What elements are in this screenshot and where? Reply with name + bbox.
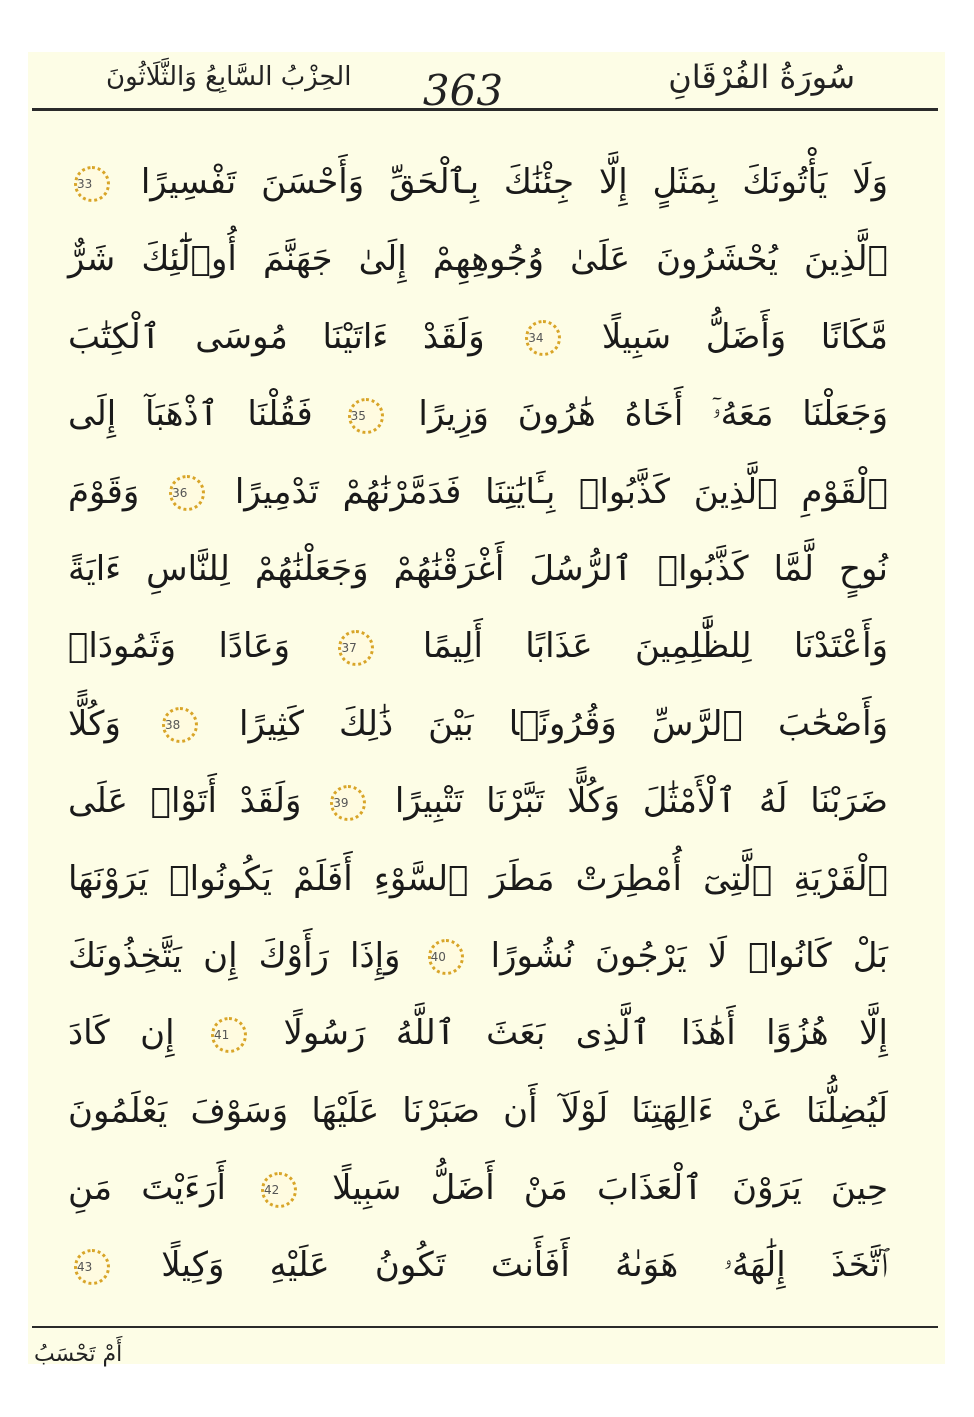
surah-name: سُورَةُ الفُرْقَانِ bbox=[668, 58, 855, 96]
verse-text: إِلَّا هُزُوًا أَهَٰذَا ٱلَّذِى بَعَثَ ٱللَّهُ رَسُولًا bbox=[283, 1013, 888, 1054]
verse-line bbox=[68, 531, 888, 608]
verse-text: ٱتَّخَذَ إِلَٰهَهُۥ هَوَىٰهُ أَفَأَنتَ تَكُونُ عَلَيْهِ وَكِيلًا bbox=[161, 1245, 888, 1286]
catchword: أَمْ تَحْسَبُ bbox=[34, 1342, 123, 1367]
page-number: 363 bbox=[422, 66, 504, 115]
ayah-number-marker: 42 bbox=[261, 1172, 297, 1208]
verse-line bbox=[68, 454, 888, 531]
verse-line bbox=[68, 995, 888, 1072]
verse-text: وَإِذَا رَأَوْكَ إِن يَتَّخِذُونَكَ bbox=[68, 935, 401, 976]
verse-text: وَكُلًّا bbox=[68, 703, 121, 744]
verse-text: وَلَقَدْ ءَاتَيْنَا مُوسَى ٱلْكِتَٰبَ bbox=[68, 316, 485, 357]
verse-line bbox=[68, 686, 888, 763]
verse-text: وَلَا يَأْتُونَكَ بِمَثَلٍ إِلَّا جِئْنَٰكَ بِٱلْحَقِّ وَأَحْسَنَ تَفْسِيرًا bbox=[140, 162, 888, 202]
verse-text: حِينَ يَرَوْنَ ٱلْعَذَابَ مَنْ أَضَلُّ سَبِيلًا bbox=[332, 1168, 888, 1209]
ayah-number-marker: 41 bbox=[211, 1017, 247, 1053]
verse-text: ضَرَبْنَا لَهُ ٱلْأَمْثَٰلَ وَكُلًّا تَبَّرْنَا تَتْبِيرًا bbox=[394, 781, 888, 822]
ayah-number-marker: 36 bbox=[169, 475, 205, 511]
page-header bbox=[28, 52, 945, 115]
verse-text: وَقَوْمَ bbox=[68, 471, 140, 512]
verse-line bbox=[68, 841, 888, 918]
verse-line bbox=[68, 918, 888, 995]
ayah-number-marker: 38 bbox=[162, 707, 198, 743]
verse-text: وَأَعْتَدْنَا لِلظَّٰلِمِينَ عَذَابًا أَلِيمًا bbox=[422, 626, 889, 667]
verse-text: وَلَقَدْ أَتَوْا۟ عَلَى bbox=[68, 781, 302, 822]
verse-line bbox=[68, 376, 888, 453]
verse-text: ٱلْقَوْمِ ٱلَّذِينَ كَذَّبُوا۟ بِـَٔايَٰتِنَا فَدَمَّرْنَٰهُمْ تَدْمِيرًا bbox=[234, 471, 888, 512]
verse-line bbox=[68, 144, 888, 221]
verse-line bbox=[68, 1150, 888, 1227]
hizb-label: الحِزْبُ السَّابِعُ وَالثَّلَاثُونَ bbox=[106, 62, 352, 92]
verse-line bbox=[68, 221, 888, 298]
verse-line bbox=[68, 1227, 888, 1304]
verse-text: وَجَعَلْنَا مَعَهُۥٓ أَخَاهُ هَٰرُونَ وَزِيرًا bbox=[418, 394, 888, 435]
verse-text: نُوحٍ لَّمَّا كَذَّبُوا۟ ٱلرُّسُلَ أَغْرَقْنَٰهُمْ وَجَعَلْنَٰهُمْ لِلنَّاسِ ءَايَةً bbox=[68, 548, 888, 589]
verse-line bbox=[68, 1073, 888, 1150]
ayah-number-marker: 43 bbox=[74, 1249, 110, 1285]
verse-text: مَّكَانًا وَأَضَلُّ سَبِيلًا bbox=[601, 316, 888, 357]
verse-text: إِن كَادَ bbox=[68, 1013, 175, 1054]
verse-text: وَعَادًا وَثَمُودَا۟ bbox=[68, 626, 291, 667]
verse-line bbox=[68, 763, 888, 840]
verse-text: ٱلَّذِينَ يُحْشَرُونَ عَلَىٰ وُجُوهِهِمْ إِلَىٰ جَهَنَّمَ أُو۟لَٰٓئِكَ شَرٌّ bbox=[68, 239, 888, 280]
ayah-number-marker: 40 bbox=[428, 939, 464, 975]
ayah-number-marker: 39 bbox=[330, 785, 366, 821]
verse-text: أَرَءَيْتَ مَنِ bbox=[68, 1168, 226, 1209]
verse-line bbox=[68, 608, 888, 685]
ayah-number-marker: 37 bbox=[338, 630, 374, 666]
ayah-number-marker: 33 bbox=[74, 166, 110, 202]
verse-text: وَأَصْحَٰبَ ٱلرَّسِّ وَقُرُونًۢا بَيْنَ ذَٰلِكَ كَثِيرًا bbox=[239, 703, 889, 744]
verse-line bbox=[68, 299, 888, 376]
ayah-number-marker: 35 bbox=[348, 398, 384, 434]
verse-text: ٱلْقَرْيَةِ ٱلَّتِىٓ أُمْطِرَتْ مَطَرَ ٱلسَّوْءِ أَفَلَمْ يَكُونُوا۟ يَرَوْنَهَا bbox=[68, 858, 888, 899]
mushaf-page bbox=[28, 52, 945, 1367]
verse-text: فَقُلْنَا ٱذْهَبَآ إِلَى bbox=[68, 394, 313, 435]
verse-lines bbox=[68, 144, 888, 1305]
verse-text: لَيُضِلُّنَا عَنْ ءَالِهَتِنَا لَوْلَآ أَن صَبَرْنَا عَلَيْهَا وَسَوْفَ يَعْلَمُونَ bbox=[68, 1090, 888, 1131]
verse-text: بَلْ كَانُوا۟ لَا يَرْجُونَ نُشُورًا bbox=[490, 935, 888, 976]
ayah-number-marker: 34 bbox=[525, 320, 561, 356]
